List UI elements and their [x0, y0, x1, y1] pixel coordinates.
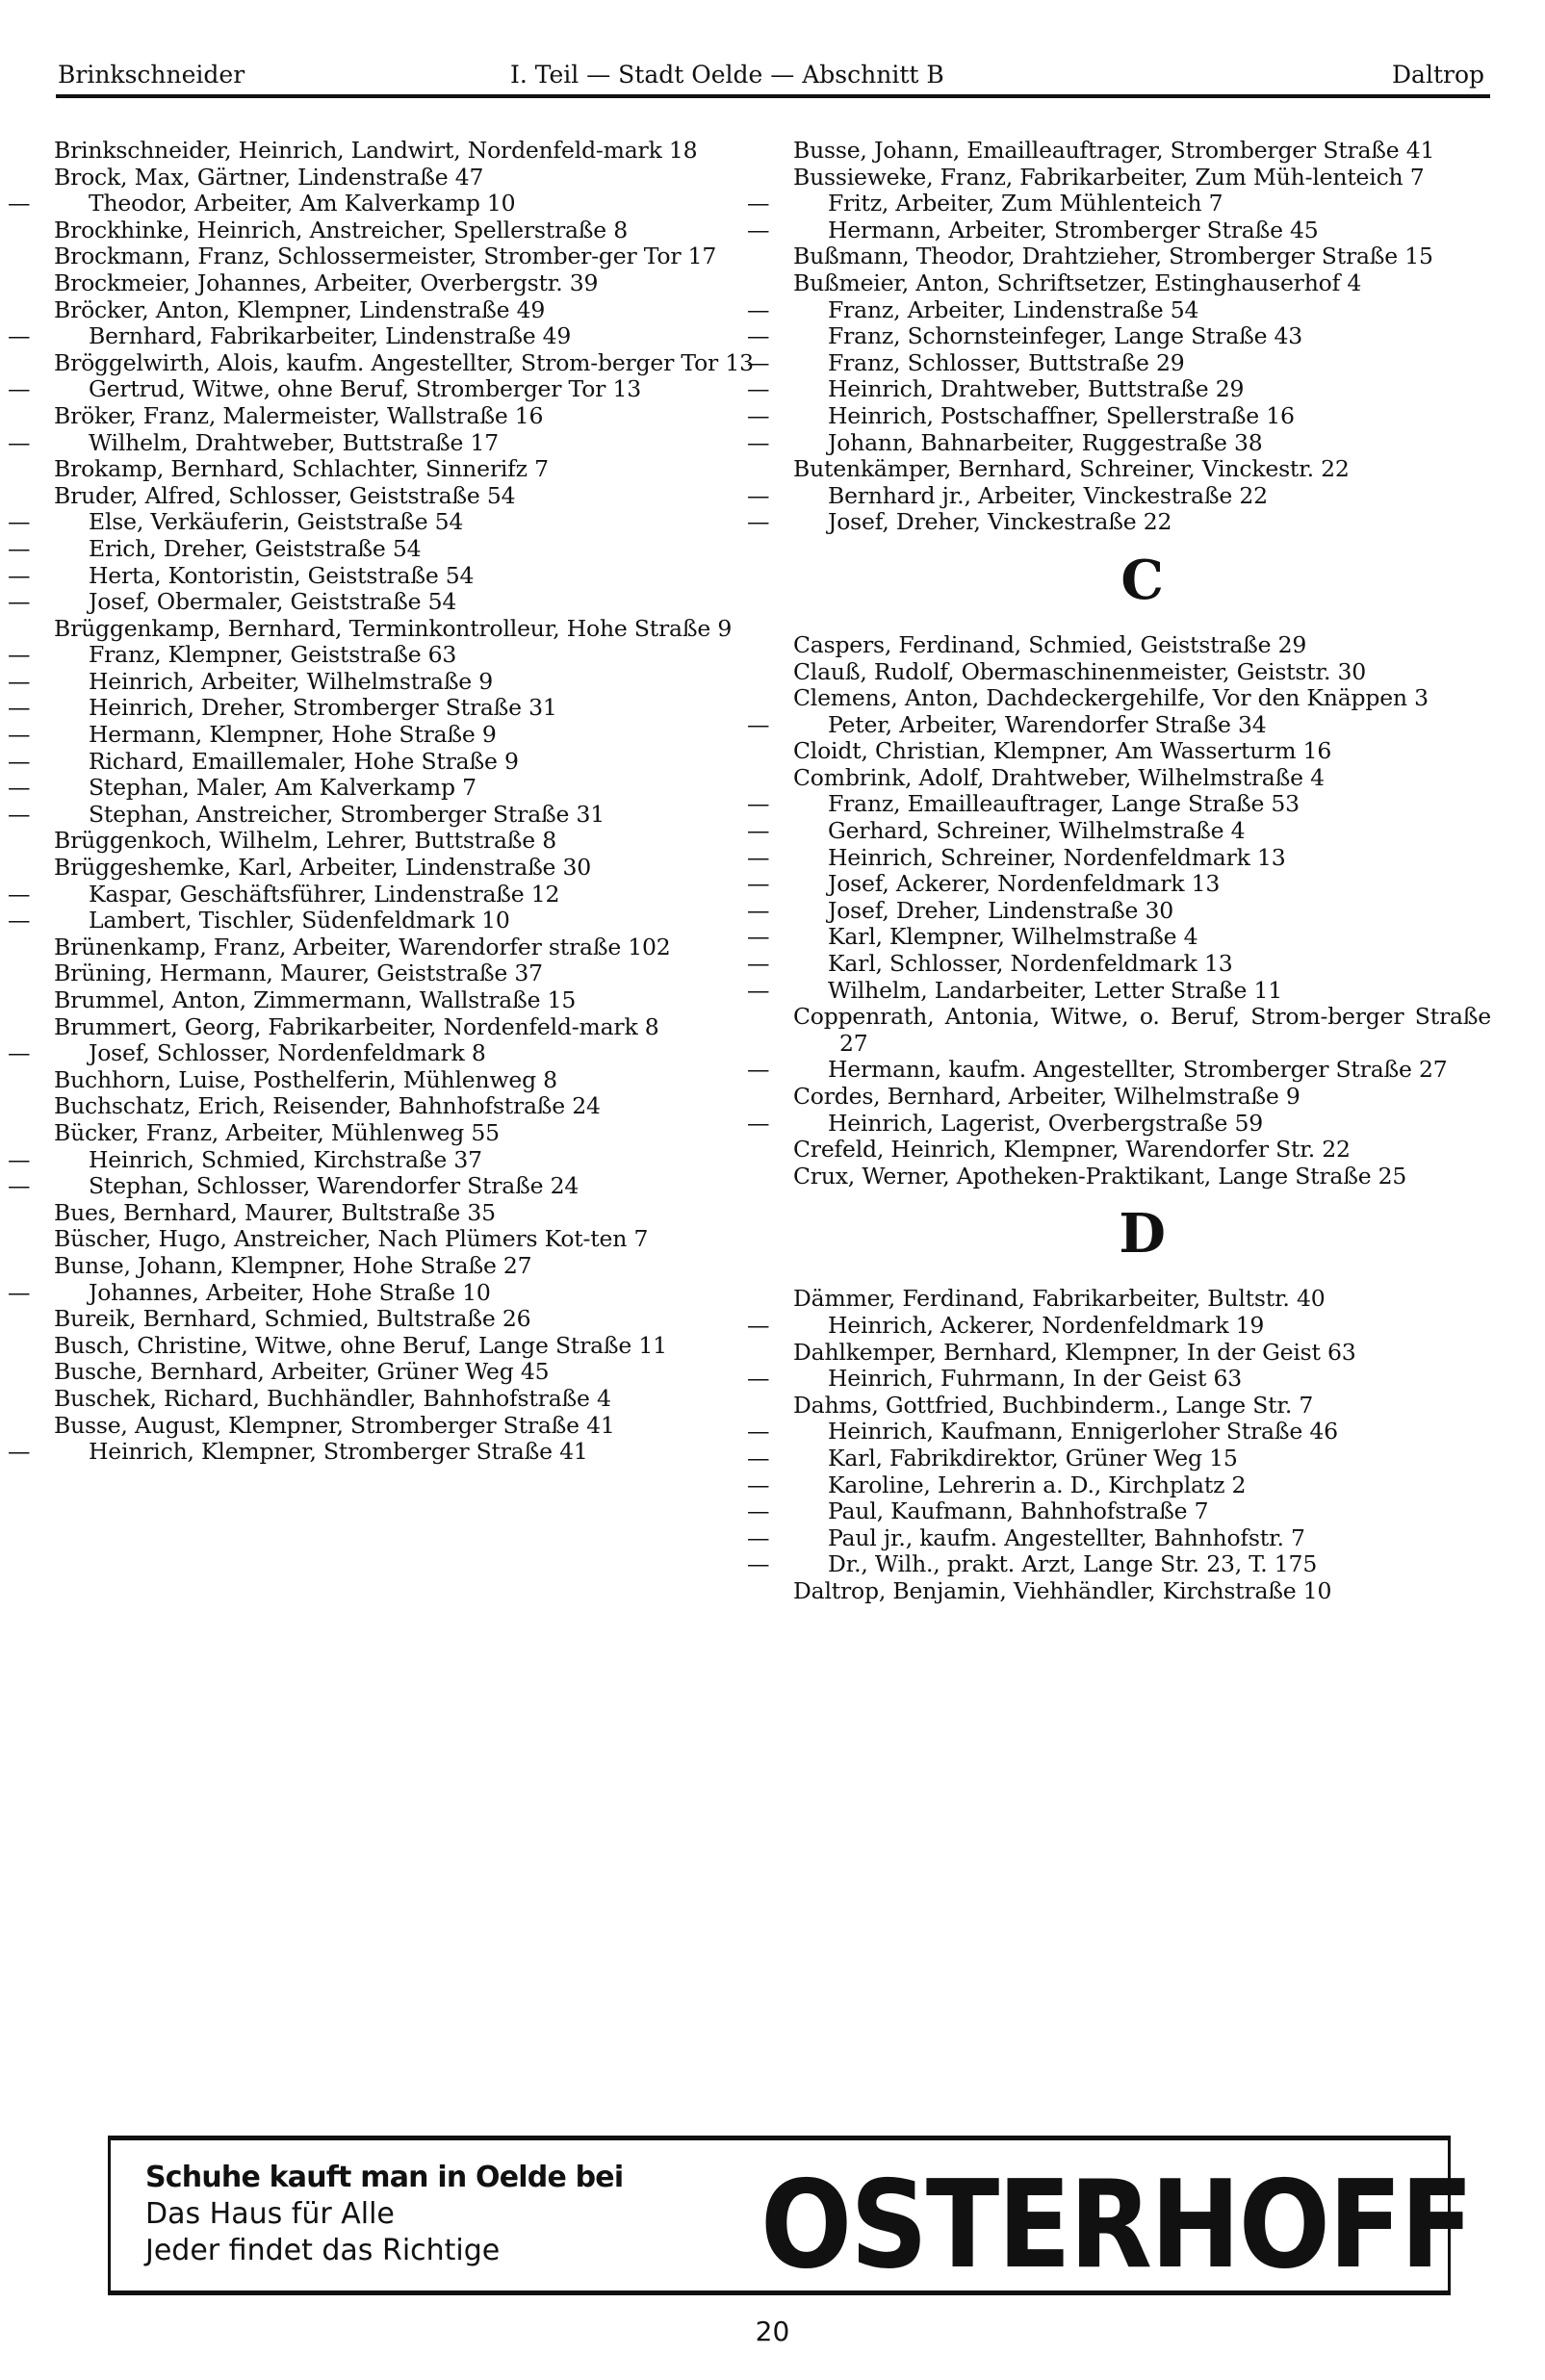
- repeat-dash: —: [8, 1438, 31, 1466]
- directory-entry-sub: [8, 1145, 761, 1174]
- header-last-entry: Daltrop: [1392, 61, 1484, 89]
- entry-text: Theodor, Arbeiter, Am Kalverkamp 10: [89, 190, 516, 218]
- entry-text: Hermann, Klempner, Hohe Straße 9: [89, 721, 497, 749]
- directory-entry: [54, 218, 761, 244]
- directory-entry: [54, 138, 761, 165]
- directory-entry-sub: [8, 747, 761, 776]
- entry-text: Peter, Arbeiter, Warendorfer Straße 34: [828, 710, 1267, 738]
- directory-entry: [793, 270, 1491, 297]
- ad-slogan-1: Das Haus für Alle: [145, 2197, 395, 2231]
- directory-entry: [54, 456, 761, 483]
- entry-text: Brummel, Anton, Zimmermann, Wallstraße 15: [54, 986, 577, 1013]
- directory-entry: [54, 855, 761, 882]
- repeat-dash: —: [8, 747, 31, 775]
- directory-entry-sub: [8, 428, 761, 457]
- entry-text: Bernhard, Fabrikarbeiter, Lindenstraße 49: [89, 322, 572, 350]
- entry-text: Coppenrath, Antonia, Witwe, o. Beruf, Strom-berger Straße 27: [793, 1003, 1491, 1057]
- directory-entry: [793, 165, 1491, 192]
- entry-text: Karl, Schlosser, Nordenfeldmark 13: [828, 950, 1233, 978]
- entry-text: Erich, Dreher, Geiststraße 54: [89, 534, 422, 562]
- directory-entry-sub: [747, 923, 1491, 951]
- directory-entry-sub: [8, 375, 761, 403]
- directory-entry: [54, 350, 761, 377]
- header-section-title: I. Teil — Stadt Oelde — Abschnitt B: [510, 61, 944, 89]
- entry-text: Buschek, Richard, Buchhändler, Bahnhofstraße 4: [54, 1384, 611, 1412]
- entry-text: Paul, Kaufmann, Bahnhofstraße 7: [828, 1497, 1209, 1525]
- repeat-dash: —: [747, 1418, 770, 1446]
- directory-entry: [793, 1393, 1491, 1420]
- repeat-dash: —: [747, 375, 770, 403]
- entry-text: Bues, Bernhard, Maurer, Bultstraße 35: [54, 1198, 496, 1226]
- section-c-entries: [747, 630, 1491, 1190]
- directory-entry-sub: [8, 641, 761, 669]
- entry-text: Bernhard jr., Arbeiter, Vinckestraße 22: [828, 481, 1268, 509]
- ad-brand-name: OSTERHOFF: [760, 2155, 1472, 2296]
- directory-entry-sub: [747, 295, 1491, 324]
- repeat-dash: —: [747, 1471, 770, 1498]
- entry-text: Brokamp, Bernhard, Schlachter, Sinnerifz 7: [54, 455, 549, 483]
- entry-text: Brockhinke, Heinrich, Anstreicher, Spellerstraße 8: [54, 216, 629, 243]
- repeat-dash: —: [747, 976, 770, 1004]
- repeat-dash: —: [8, 190, 31, 218]
- repeat-dash: —: [8, 1145, 31, 1173]
- entry-text: Bruder, Alfred, Schlosser, Geiststraße 54: [54, 481, 516, 509]
- directory-entry-sub: [8, 774, 761, 802]
- directory-entry-sub: [8, 508, 761, 536]
- directory-entry-sub: [8, 588, 761, 616]
- entry-text: Buchhorn, Luise, Posthelferin, Mühlenweg 8: [54, 1065, 557, 1093]
- entry-text: Brockmann, Franz, Schlossermeister, Stromber-ger Tor 17: [54, 243, 717, 270]
- repeat-dash: —: [747, 1311, 770, 1339]
- header-first-entry: Brinkschneider: [58, 61, 245, 89]
- entry-text: Brünenkamp, Franz, Arbeiter, Warendorfer straße 102: [54, 933, 671, 960]
- left-column: [8, 137, 761, 1466]
- directory-entry-sub: [8, 1172, 761, 1200]
- directory-entry-sub: [8, 190, 761, 218]
- directory-entry-sub: [747, 322, 1491, 350]
- entry-text: Brüggenkamp, Bernhard, Terminkontrolleur, Hohe Straße 9: [54, 614, 733, 642]
- entry-text: Caspers, Ferdinand, Schmied, Geiststraße 29: [793, 630, 1307, 658]
- entry-text: Heinrich, Schmied, Kirchstraße 37: [89, 1145, 482, 1173]
- directory-entry-sub: [8, 322, 761, 350]
- repeat-dash: —: [747, 843, 770, 871]
- entry-text: Richard, Emaillemaler, Hohe Straße 9: [89, 747, 519, 775]
- repeat-dash: —: [747, 1109, 770, 1137]
- directory-entry: [793, 765, 1491, 792]
- entry-text: Else, Verkäuferin, Geiststraße 54: [89, 508, 464, 536]
- entry-text: Bröggelwirth, Alois, kaufm. Angestellter, Strom-berger Tor 13: [54, 348, 754, 376]
- repeat-dash: —: [747, 428, 770, 456]
- entry-text: Bunse, Johann, Klempner, Hohe Straße 27: [54, 1251, 532, 1279]
- directory-entry-sub: [747, 508, 1491, 536]
- repeat-dash: —: [8, 907, 31, 934]
- entry-text: Bücker, Franz, Arbeiter, Mühlenweg 55: [54, 1118, 500, 1146]
- entry-text: Butenkämper, Bernhard, Schreiner, Vinckestr. 22: [793, 455, 1350, 483]
- directory-entry-sub: [747, 190, 1491, 218]
- directory-entry-sub: [8, 1278, 761, 1307]
- repeat-dash: —: [8, 774, 31, 802]
- directory-entry: [54, 934, 761, 961]
- repeat-dash: —: [8, 880, 31, 908]
- repeat-dash: —: [747, 790, 770, 818]
- entry-text: Heinrich, Arbeiter, Wilhelmstraße 9: [89, 667, 494, 695]
- repeat-dash: —: [747, 1444, 770, 1472]
- directory-entry-sub: [747, 870, 1491, 898]
- repeat-dash: —: [747, 216, 770, 243]
- directory-entry: [54, 616, 761, 643]
- directory-entry: [793, 1286, 1491, 1313]
- directory-entry-sub: [8, 667, 761, 696]
- directory-entry: [54, 270, 761, 297]
- entry-text: Johannes, Arbeiter, Hohe Straße 10: [89, 1278, 491, 1306]
- entry-text: Daltrop, Benjamin, Viehhändler, Kirchstraße 10: [793, 1576, 1332, 1604]
- directory-entry: [54, 165, 761, 192]
- entry-text: Clemens, Anton, Dachdeckergehilfe, Vor den Knäppen 3: [793, 684, 1429, 712]
- entry-text: Heinrich, Schreiner, Nordenfeldmark 13: [828, 843, 1286, 871]
- repeat-dash: —: [8, 322, 31, 350]
- repeat-dash: —: [8, 428, 31, 456]
- entry-text: Brummert, Georg, Fabrikarbeiter, Nordenfeld-mark 8: [54, 1012, 659, 1040]
- repeat-dash: —: [747, 348, 770, 376]
- directory-entry: [54, 1093, 761, 1120]
- directory-entry: [54, 1359, 761, 1386]
- repeat-dash: —: [747, 322, 770, 350]
- directory-entry-sub: [8, 534, 761, 563]
- entry-text: Bureik, Bernhard, Schmied, Bultstraße 26: [54, 1305, 531, 1333]
- advertisement-text: [145, 2160, 623, 2269]
- entry-text: Combrink, Adolf, Drahtweber, Wilhelmstraße 4: [793, 763, 1325, 791]
- directory-entry-sub: [747, 843, 1491, 872]
- repeat-dash: —: [747, 1550, 770, 1578]
- section-letter-c: C: [1120, 548, 1164, 612]
- entry-text: Wilhelm, Landarbeiter, Letter Straße 11: [828, 976, 1282, 1004]
- directory-entry: [793, 1004, 1491, 1057]
- directory-entry-sub: [747, 1444, 1491, 1472]
- entry-text: Hermann, Arbeiter, Stromberger Straße 45: [828, 216, 1319, 243]
- entry-text: Heinrich, Ackerer, Nordenfeldmark 19: [828, 1311, 1265, 1339]
- entry-text: Fritz, Arbeiter, Zum Mühlenteich 7: [828, 190, 1223, 218]
- directory-entry: [54, 483, 761, 510]
- entry-text: Crux, Werner, Apotheken-Praktikant, Lange Straße 25: [793, 1162, 1407, 1190]
- entry-text: Kaspar, Geschäftsführer, Lindenstraße 12: [89, 880, 560, 908]
- section-b-continued: [747, 137, 1491, 536]
- entry-text: Franz, Emailleauftrager, Lange Straße 53: [828, 790, 1300, 818]
- repeat-dash: —: [8, 641, 31, 669]
- entry-text: Stephan, Schlosser, Warendorfer Straße 24: [89, 1172, 579, 1200]
- running-header: [56, 56, 1490, 98]
- entry-text: Dr., Wilh., prakt. Arzt, Lange Str. 23, T. 175: [828, 1550, 1318, 1578]
- directory-entry: [54, 1200, 761, 1227]
- directory-entry: [54, 297, 761, 324]
- entry-text: Cloidt, Christian, Klempner, Am Wasserturm 16: [793, 737, 1332, 765]
- directory-entry: [793, 138, 1491, 165]
- entry-text: Heinrich, Drahtweber, Buttstraße 29: [828, 375, 1245, 403]
- entry-text: Bussieweke, Franz, Fabrikarbeiter, Zum Müh-lenteich 7: [793, 163, 1425, 191]
- entry-text: Wilhelm, Drahtweber, Buttstraße 17: [89, 428, 499, 456]
- entry-text: Josef, Schlosser, Nordenfeldmark 8: [89, 1039, 486, 1067]
- entry-text: Brüggenkoch, Wilhelm, Lehrer, Buttstraße 8: [54, 827, 556, 855]
- entry-text: Heinrich, Dreher, Stromberger Straße 31: [89, 694, 557, 722]
- entry-text: Busse, Johann, Emailleauftrager, Stromberger Straße 41: [793, 137, 1435, 164]
- entry-text: Büscher, Hugo, Anstreicher, Nach Plümers Kot-ten 7: [54, 1225, 649, 1253]
- entry-text: Heinrich, Lagerist, Overbergstraße 59: [828, 1109, 1264, 1137]
- section-d-entries: [747, 1285, 1491, 1604]
- repeat-dash: —: [747, 1365, 770, 1393]
- directory-entry: [54, 403, 761, 430]
- directory-entry-sub: [8, 1039, 761, 1067]
- directory-entry: [793, 685, 1491, 712]
- directory-entry-sub: [747, 1109, 1491, 1138]
- ad-headline: Schuhe kauft man in Oelde bei: [145, 2161, 624, 2194]
- ad-slogan-2: Jeder findet das Richtige: [145, 2234, 501, 2267]
- directory-entry: [54, 960, 761, 987]
- entry-text: Crefeld, Heinrich, Klempner, Warendorfer Str. 22: [793, 1136, 1351, 1164]
- directory-entry-sub: [747, 1056, 1491, 1084]
- directory-entry-sub: [8, 800, 761, 829]
- entry-text: Gerhard, Schreiner, Wilhelmstraße 4: [828, 817, 1246, 845]
- directory-entry: [54, 1306, 761, 1333]
- directory-entry: [793, 632, 1491, 659]
- directory-entry: [54, 1253, 761, 1280]
- directory-entry-sub: [747, 710, 1491, 739]
- repeat-dash: —: [747, 295, 770, 323]
- directory-entry: [793, 243, 1491, 270]
- repeat-dash: —: [747, 481, 770, 509]
- repeat-dash: —: [8, 508, 31, 536]
- entry-text: Lambert, Tischler, Südenfeldmark 10: [89, 907, 510, 934]
- directory-entry: [793, 659, 1491, 686]
- repeat-dash: —: [747, 923, 770, 951]
- entry-text: Brockmeier, Johannes, Arbeiter, Overbergstr. 39: [54, 269, 599, 296]
- directory-entry: [54, 1333, 761, 1360]
- entry-text: Buchschatz, Erich, Reisender, Bahnhofstraße 24: [54, 1092, 601, 1120]
- entry-text: Josef, Obermaler, Geiststraße 54: [89, 588, 457, 616]
- entry-text: Stephan, Maler, Am Kalverkamp 7: [89, 774, 476, 802]
- directory-entry-sub: [747, 481, 1491, 510]
- entry-text: Heinrich, Kaufmann, Ennigerloher Straße 46: [828, 1418, 1338, 1446]
- repeat-dash: —: [747, 896, 770, 924]
- directory-entry: [793, 1164, 1491, 1190]
- directory-entry-sub: [747, 1471, 1491, 1499]
- entry-text: Bröcker, Anton, Klempner, Lindenstraße 49: [54, 295, 546, 323]
- entry-text: Dahlkemper, Bernhard, Klempner, In der Geist 63: [793, 1338, 1356, 1366]
- repeat-dash: —: [8, 588, 31, 616]
- entry-text: Busse, August, Klempner, Stromberger Straße 41: [54, 1411, 615, 1439]
- repeat-dash: —: [8, 1039, 31, 1067]
- directory-entry: [793, 1340, 1491, 1367]
- directory-entry: [793, 456, 1491, 483]
- directory-entry-sub: [8, 880, 761, 908]
- entry-text: Franz, Klempner, Geiststraße 63: [89, 641, 457, 669]
- directory-entry: [54, 828, 761, 855]
- repeat-dash: —: [8, 721, 31, 749]
- directory-entry: [793, 1084, 1491, 1111]
- entry-text: Gertrud, Witwe, ohne Beruf, Stromberger Tor 13: [89, 375, 641, 403]
- directory-entry-sub: [747, 428, 1491, 457]
- entry-text: Bröker, Franz, Malermeister, Wallstraße 16: [54, 401, 544, 429]
- directory-entry: [54, 987, 761, 1014]
- entry-text: Busche, Bernhard, Arbeiter, Grüner Weg 45: [54, 1358, 550, 1386]
- directory-entry-sub: [8, 907, 761, 934]
- repeat-dash: —: [747, 1497, 770, 1525]
- directory-entry-sub: [747, 348, 1491, 377]
- entry-text: Heinrich, Klempner, Stromberger Straße 41: [89, 1438, 588, 1466]
- repeat-dash: —: [8, 1278, 31, 1306]
- entry-text: Herta, Kontoristin, Geiststraße 54: [89, 561, 475, 589]
- directory-entry-sub: [747, 976, 1491, 1005]
- page-number: 20: [755, 2316, 790, 2347]
- directory-entry: [54, 1014, 761, 1041]
- entry-text: Stephan, Anstreicher, Stromberger Straße 31: [89, 800, 605, 828]
- directory-entry-sub: [747, 896, 1491, 925]
- directory-entry-sub: [747, 817, 1491, 845]
- entry-text: Franz, Arbeiter, Lindenstraße 54: [828, 295, 1199, 323]
- entry-text: Franz, Schlosser, Buttstraße 29: [828, 348, 1185, 376]
- right-column: [747, 137, 1491, 1605]
- entry-text: Karl, Fabrikdirektor, Grüner Weg 15: [828, 1444, 1238, 1472]
- directory-entry: [54, 1067, 761, 1094]
- entry-text: Johann, Bahnarbeiter, Ruggestraße 38: [828, 428, 1263, 456]
- entry-text: Karoline, Lehrerin a. D., Kirchplatz 2: [828, 1471, 1247, 1498]
- directory-entry-sub: [747, 950, 1491, 978]
- entry-text: Hermann, kaufm. Angestellter, Stromberger Straße 27: [828, 1056, 1448, 1084]
- directory-entry-sub: [8, 1438, 761, 1466]
- entry-text: Heinrich, Postschaffner, Spellerstraße 16: [828, 401, 1295, 429]
- entry-text: Brock, Max, Gärtner, Lindenstraße 47: [54, 163, 484, 191]
- advertisement-box: [108, 2136, 1472, 2296]
- repeat-dash: —: [8, 534, 31, 562]
- repeat-dash: —: [747, 870, 770, 898]
- repeat-dash: —: [8, 694, 31, 722]
- entry-text: Clauß, Rudolf, Obermaschinenmeister, Geiststr. 30: [793, 657, 1367, 685]
- entry-text: Bußmeier, Anton, Schriftsetzer, Estinghauserhof 4: [793, 269, 1362, 296]
- directory-entry-sub: [747, 216, 1491, 244]
- directory-entry: [793, 738, 1491, 765]
- directory-entry-sub: [747, 375, 1491, 403]
- repeat-dash: —: [8, 375, 31, 403]
- entry-text: Franz, Schornsteinfeger, Lange Straße 43: [828, 322, 1303, 350]
- entry-text: Paul jr., kaufm. Angestellter, Bahnhofstr. 7: [828, 1523, 1305, 1551]
- repeat-dash: —: [747, 190, 770, 218]
- directory-entry-sub: [8, 694, 761, 722]
- directory-entry-sub: [747, 1365, 1491, 1393]
- entry-text: Brüggeshemke, Karl, Arbeiter, Lindenstraße 30: [54, 854, 592, 882]
- repeat-dash: —: [747, 401, 770, 429]
- entry-text: Heinrich, Fuhrmann, In der Geist 63: [828, 1365, 1242, 1393]
- repeat-dash: —: [747, 950, 770, 978]
- directory-entry-sub: [747, 1523, 1491, 1552]
- directory-entry: [54, 1386, 761, 1413]
- repeat-dash: —: [747, 508, 770, 536]
- section-letter-d: D: [1119, 1202, 1166, 1267]
- entry-text: Dämmer, Ferdinand, Fabrikarbeiter, Bultstr. 40: [793, 1285, 1326, 1313]
- repeat-dash: —: [8, 1172, 31, 1200]
- repeat-dash: —: [747, 1523, 770, 1551]
- entry-text: Bußmann, Theodor, Drahtzieher, Stromberger Straße 15: [793, 243, 1433, 270]
- directory-entry-sub: [8, 561, 761, 590]
- entry-text: Karl, Klempner, Wilhelmstraße 4: [828, 923, 1198, 951]
- directory-entry-sub: [747, 1418, 1491, 1446]
- directory-entry-sub: [747, 790, 1491, 818]
- entry-text: Cordes, Bernhard, Arbeiter, Wilhelmstraße 9: [793, 1083, 1300, 1110]
- directory-entry: [793, 1578, 1491, 1605]
- directory-entry-sub: [747, 1497, 1491, 1525]
- entry-text: Josef, Ackerer, Nordenfeldmark 13: [828, 870, 1221, 898]
- directory-entry-sub: [747, 401, 1491, 430]
- directory-entry: [54, 1226, 761, 1253]
- entry-text: Brüning, Hermann, Maurer, Geiststraße 37: [54, 960, 543, 987]
- directory-entry: [54, 1120, 761, 1147]
- entry-text: Busch, Christine, Witwe, ohne Beruf, Lange Straße 11: [54, 1331, 667, 1359]
- repeat-dash: —: [8, 800, 31, 828]
- directory-entry-sub: [8, 721, 761, 749]
- repeat-dash: —: [747, 1056, 770, 1084]
- entry-text: Josef, Dreher, Lindenstraße 30: [828, 896, 1174, 924]
- repeat-dash: —: [8, 561, 31, 589]
- entry-text: Josef, Dreher, Vinckestraße 22: [828, 508, 1172, 536]
- repeat-dash: —: [8, 667, 31, 695]
- repeat-dash: —: [747, 710, 770, 738]
- repeat-dash: —: [747, 817, 770, 845]
- directory-entry-sub: [747, 1550, 1491, 1578]
- entry-text: Dahms, Gottfried, Buchbinderm., Lange Str. 7: [793, 1391, 1314, 1419]
- directory-entry: [54, 1413, 761, 1440]
- directory-entry-sub: [747, 1311, 1491, 1340]
- directory-entry: [54, 243, 761, 270]
- directory-entry: [793, 1137, 1491, 1164]
- entry-text: Brinkschneider, Heinrich, Landwirt, Nordenfeld-mark 18: [54, 137, 698, 164]
